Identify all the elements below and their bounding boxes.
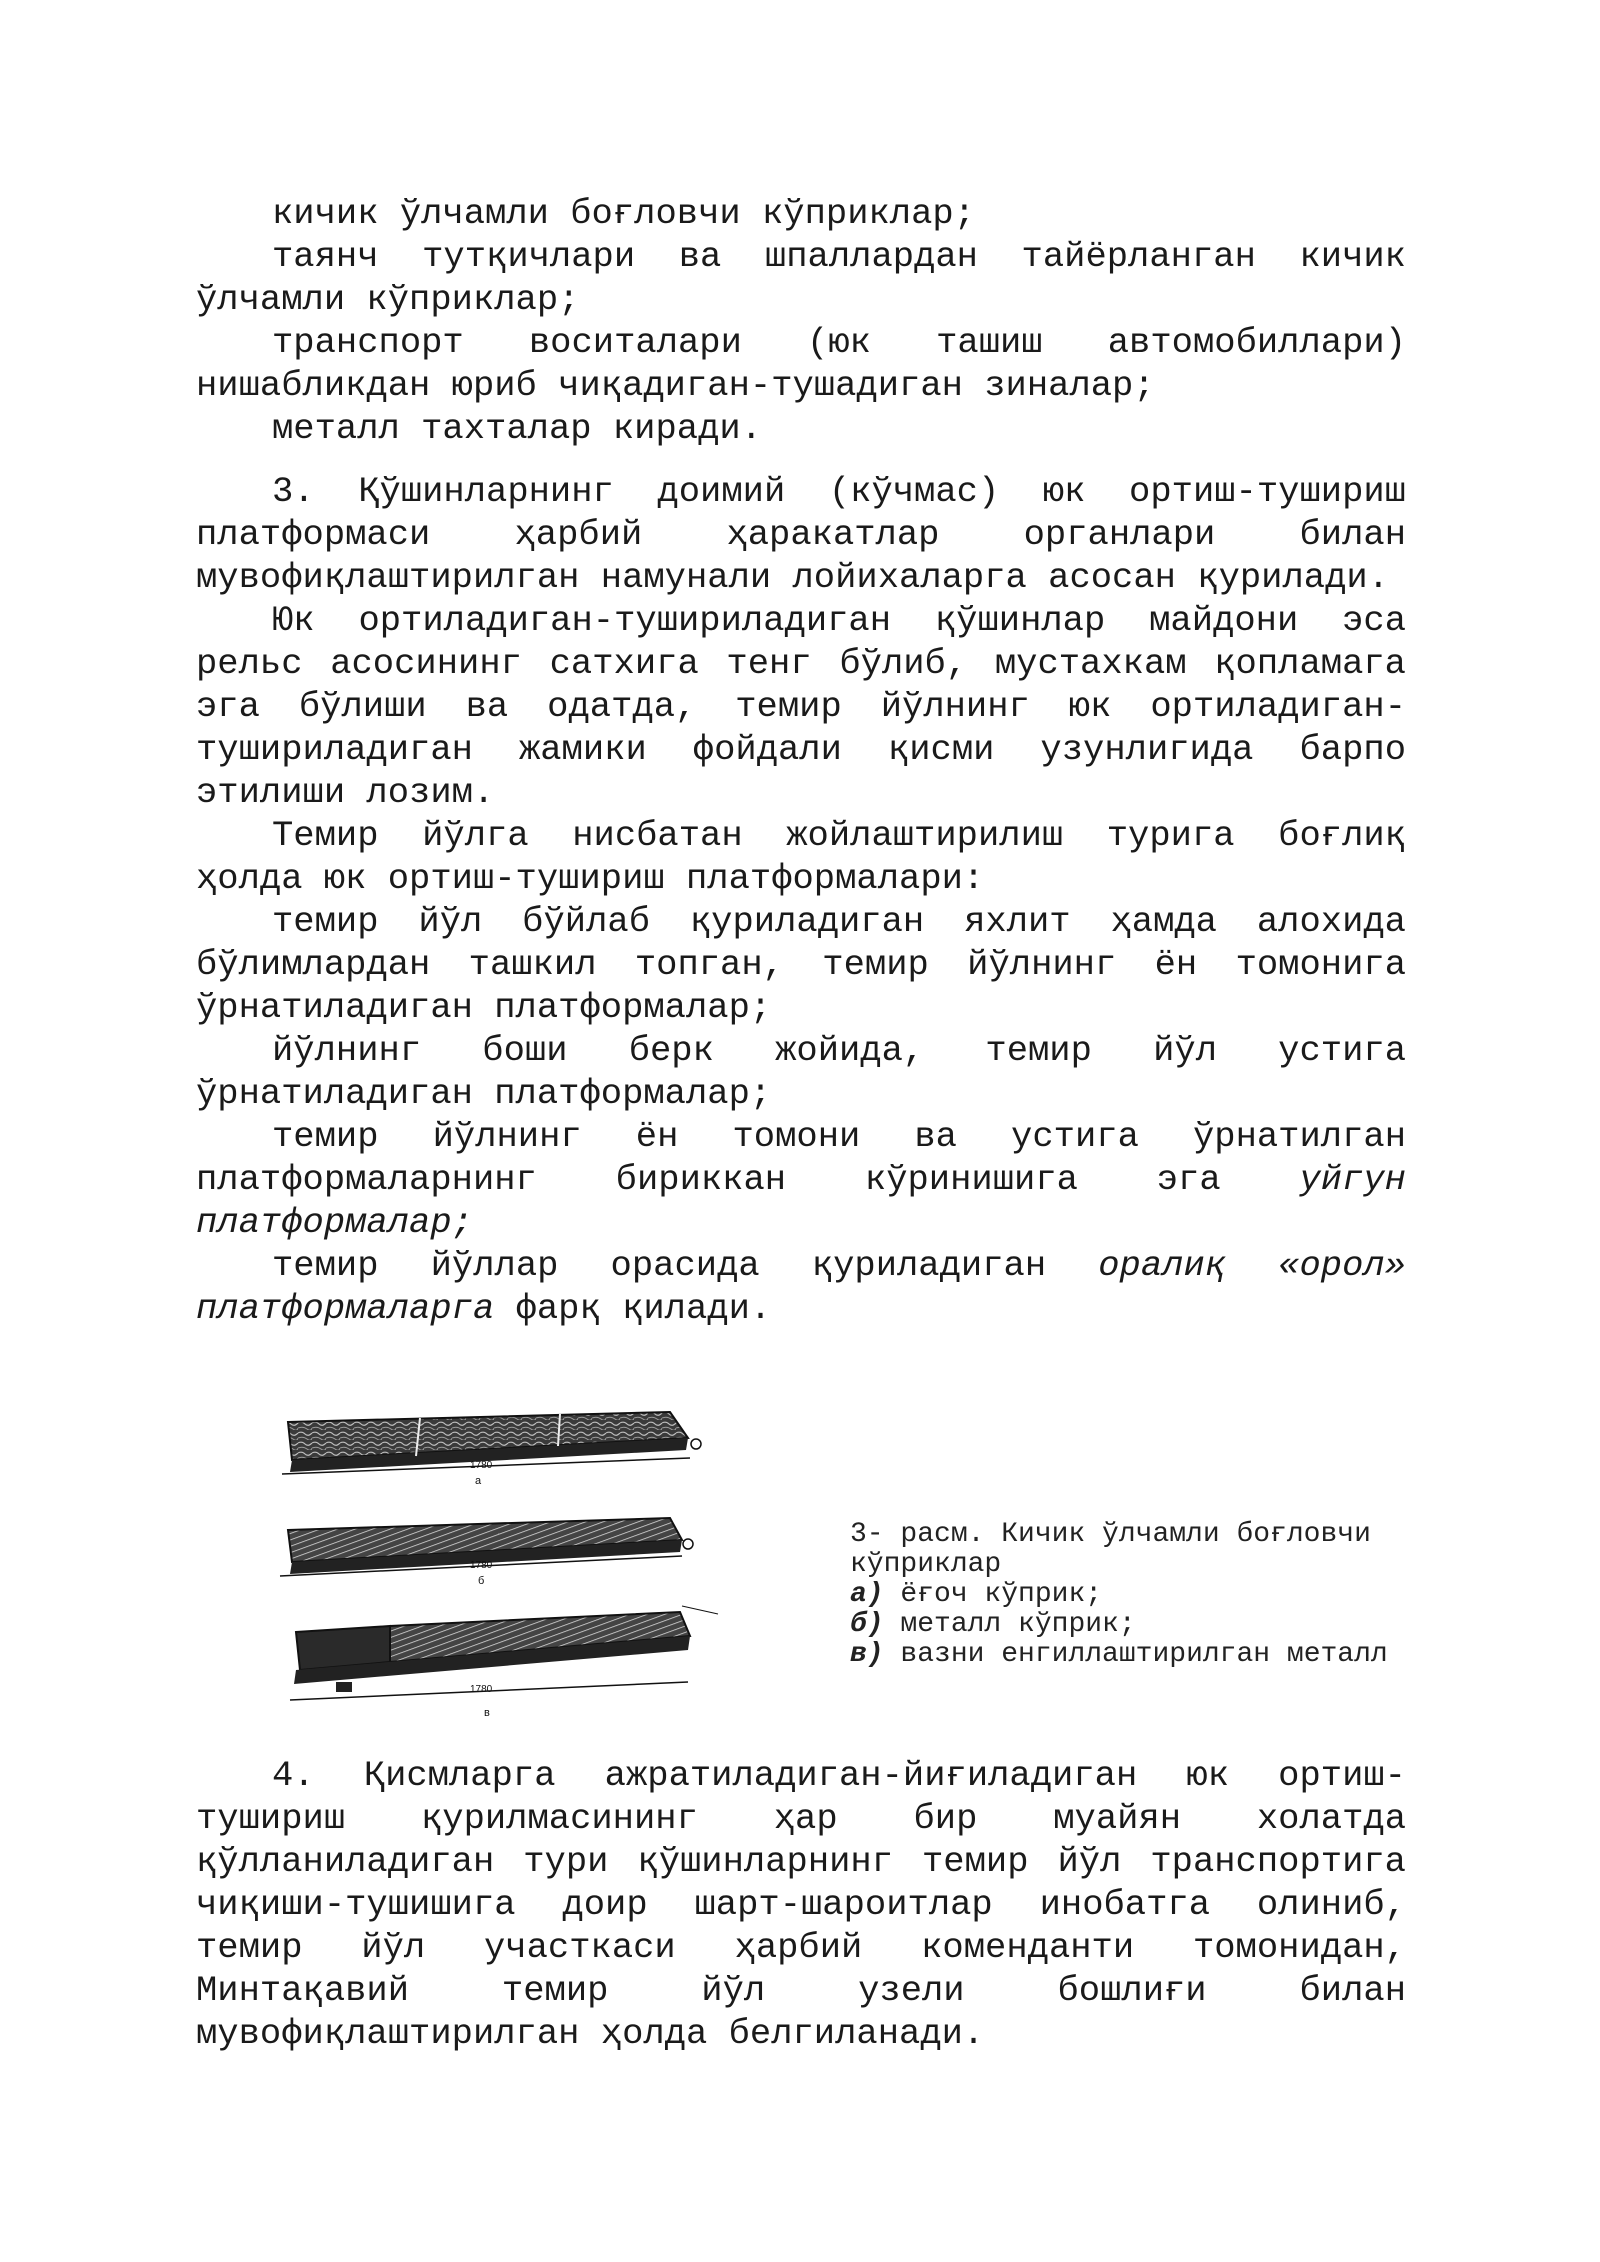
list-item: темир йўл бўйлаб қуриладиган яхлит ҳамда алохида бўлимлардан ташкил топган, темир йўлнинг ён томонига ўрнатиладиган платформалар; (196, 901, 1406, 1028)
caption-item-c: в) вазни енгиллаштирилган металл (850, 1639, 1388, 1670)
list-item: транспорт воситалари (юк ташиш автомобиллари) нишабликдан юриб чиқадиган-тушадиган зиналар; (196, 322, 1406, 406)
caption-title: кўприклар (850, 1549, 1002, 1580)
item-emphasis: уйгун платформалар; (196, 1159, 1406, 1243)
list-item: кичик ўлчамли боғловчи кўприклар; (272, 193, 976, 234)
list-item (196, 1244, 1406, 1330)
caption-item-b: б) металл кўприк; (850, 1609, 1136, 1640)
caption-title: 3- расм. Кичик ўлчамли боғловчи (850, 1519, 1371, 1550)
paragraph: 4. Қисмларга ажратиладиган-йиғиладиган юк ортиш-тушириш қурилмасининг ҳар бир муайян холатда қўлланиладиган тури қўшинларнинг темир йўл транспортига чиқиши-тушишига доир шарт-шароитлар инобатга олиниб, темир йўл участкаси ҳарбий коменданти томонидан, Минтақавий темир йўл узели бошлиғи билан мувофиқлаштирилган ҳолда белгиланади. (196, 1755, 1406, 2054)
list-item: йўлнинг боши берк жойида, темир йўл устига ўрнатиладиган платформалар; (196, 1030, 1406, 1114)
dimension-label: 1780 (470, 1560, 493, 1571)
dimension-label: 1780 (470, 1684, 493, 1695)
figure-label-a: а (475, 1475, 482, 1487)
figure-label-c: в (484, 1707, 490, 1719)
paragraph: Юк ортиладиган-тушириладиган қўшинлар майдони эса рельс асосининг сатхига тенг бўлиб, мустахкам қопламага эга бўлиши ва одатда, темир йўлнинг юк ортиладиган-тушириладиган жамики фойдали қисми узунлигида барпо этилиши лозим. (196, 600, 1406, 813)
dimension-label: 1780 (470, 1460, 493, 1471)
item-text: фарқ қилади. (515, 1288, 772, 1329)
caption-item-a: а) ёғоч кўприк; (850, 1579, 1103, 1610)
paragraph: 3. Қўшинларнинг доимий (кўчмас) юк ортиш-тушириш платформаси ҳарбий ҳаракатлар органлари билан мувофиқлаштирилган намунали лойихаларга асосан қурилади. (196, 471, 1406, 598)
item-text: темир йўлнинг ён томони ва устига ўрнатилган платформаларнинг бириккан кўринишига эга (196, 1116, 1406, 1200)
list-item: таянч тутқичлари ва шпаллардан тайёрланган кичик ўлчамли кўприклар; (196, 236, 1406, 320)
figure-label-b: б (478, 1575, 485, 1587)
bridge-illustrations (270, 1400, 710, 1740)
metal-bridge-drawing (280, 1518, 693, 1587)
list-item: металл тахталар киради. (272, 408, 762, 449)
item-text: темир йўллар орасида қуриладиган (272, 1245, 1047, 1286)
figure-3 (270, 1400, 1470, 1760)
wooden-bridge-drawing (282, 1412, 701, 1487)
list-top (196, 192, 1406, 450)
item-emphasis: оралиқ «орол» платформаларга (196, 1245, 1406, 1329)
lightweight-metal-bridge-drawing (290, 1606, 718, 1719)
list-item (196, 1115, 1406, 1244)
figure-caption (850, 1519, 1470, 1670)
paragraph: Темир йўлга нисбатан жойлаштирилиш турига боғлиқ ҳолда юк ортиш-тушириш платформалари: (196, 815, 1406, 899)
section-3 (196, 470, 1406, 1330)
section-4 (196, 1754, 1406, 2055)
